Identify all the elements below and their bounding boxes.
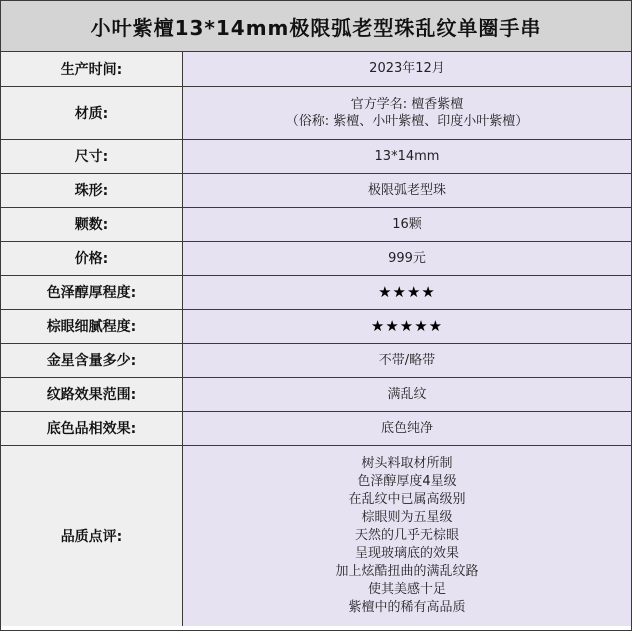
pore-fineness-rating: ★★★★★ [183, 309, 632, 343]
row-label: 棕眼细腻程度: [1, 309, 183, 343]
row-label: 材质: [1, 86, 183, 139]
spec-table [1, 52, 631, 626]
review-line: 色泽醇厚度4星级 [357, 473, 457, 489]
spec-row-material [1, 86, 631, 139]
row-label: 生产时间: [1, 52, 183, 86]
size-value: 13*14mm [183, 139, 632, 173]
review-line: 加上炫酷扭曲的满乱纹路 [335, 563, 479, 579]
spec-row-bead-shape [1, 173, 631, 207]
price-value: 999元 [183, 241, 632, 275]
row-label: 纹路效果范围: [1, 377, 183, 411]
spec-row-price [1, 241, 631, 275]
spec-row-size [1, 139, 631, 173]
grain-pattern-value: 满乱纹 [183, 377, 632, 411]
material-line: 官方学名: 檀香紫檀 [350, 96, 464, 112]
spec-row-pore-fineness [1, 309, 631, 343]
bead-count-value: 16颗 [183, 207, 632, 241]
row-label: 底色品相效果: [1, 411, 183, 445]
row-label: 金星含量多少: [1, 343, 183, 377]
review-line: 呈现玻璃底的效果 [354, 545, 459, 561]
bead-shape-value: 极限弧老型珠 [183, 173, 632, 207]
review-line: 树头料取材所制 [361, 455, 453, 471]
spec-row-gold-star [1, 343, 631, 377]
material-line: （俗称: 紫檀、小叶紫檀、印度小叶紫檀） [285, 113, 529, 129]
product-title: 小叶紫檀13*14mm极限弧老型珠乱纹单圈手串 [1, 1, 631, 52]
review-line: 使其美感十足 [367, 581, 446, 597]
material-value [183, 86, 632, 139]
row-label: 珠形: [1, 173, 183, 207]
row-label: 价格: [1, 241, 183, 275]
review-line: 天然的几乎无棕眼 [354, 527, 459, 543]
spec-row-grain-pattern [1, 377, 631, 411]
row-label: 色泽醇厚程度: [1, 275, 183, 309]
color-richness-rating: ★★★★ [183, 275, 632, 309]
quality-review-value [183, 445, 632, 626]
spec-row-production-date [1, 52, 631, 86]
production-date-value: 2023年12月 [183, 52, 632, 86]
base-color-value: 底色纯净 [183, 411, 632, 445]
review-line: 在乱纹中已属高级别 [348, 491, 466, 507]
row-label: 品质点评: [1, 445, 183, 626]
row-label: 尺寸: [1, 139, 183, 173]
row-label: 颗数: [1, 207, 183, 241]
review-line: 棕眼则为五星级 [361, 509, 453, 525]
spec-row-quality-review [1, 445, 631, 626]
spec-row-base-color [1, 411, 631, 445]
review-line: 紫檀中的稀有高品质 [348, 599, 466, 615]
gold-star-value: 不带/略带 [183, 343, 632, 377]
spec-row-color-richness [1, 275, 631, 309]
spec-row-bead-count [1, 207, 631, 241]
